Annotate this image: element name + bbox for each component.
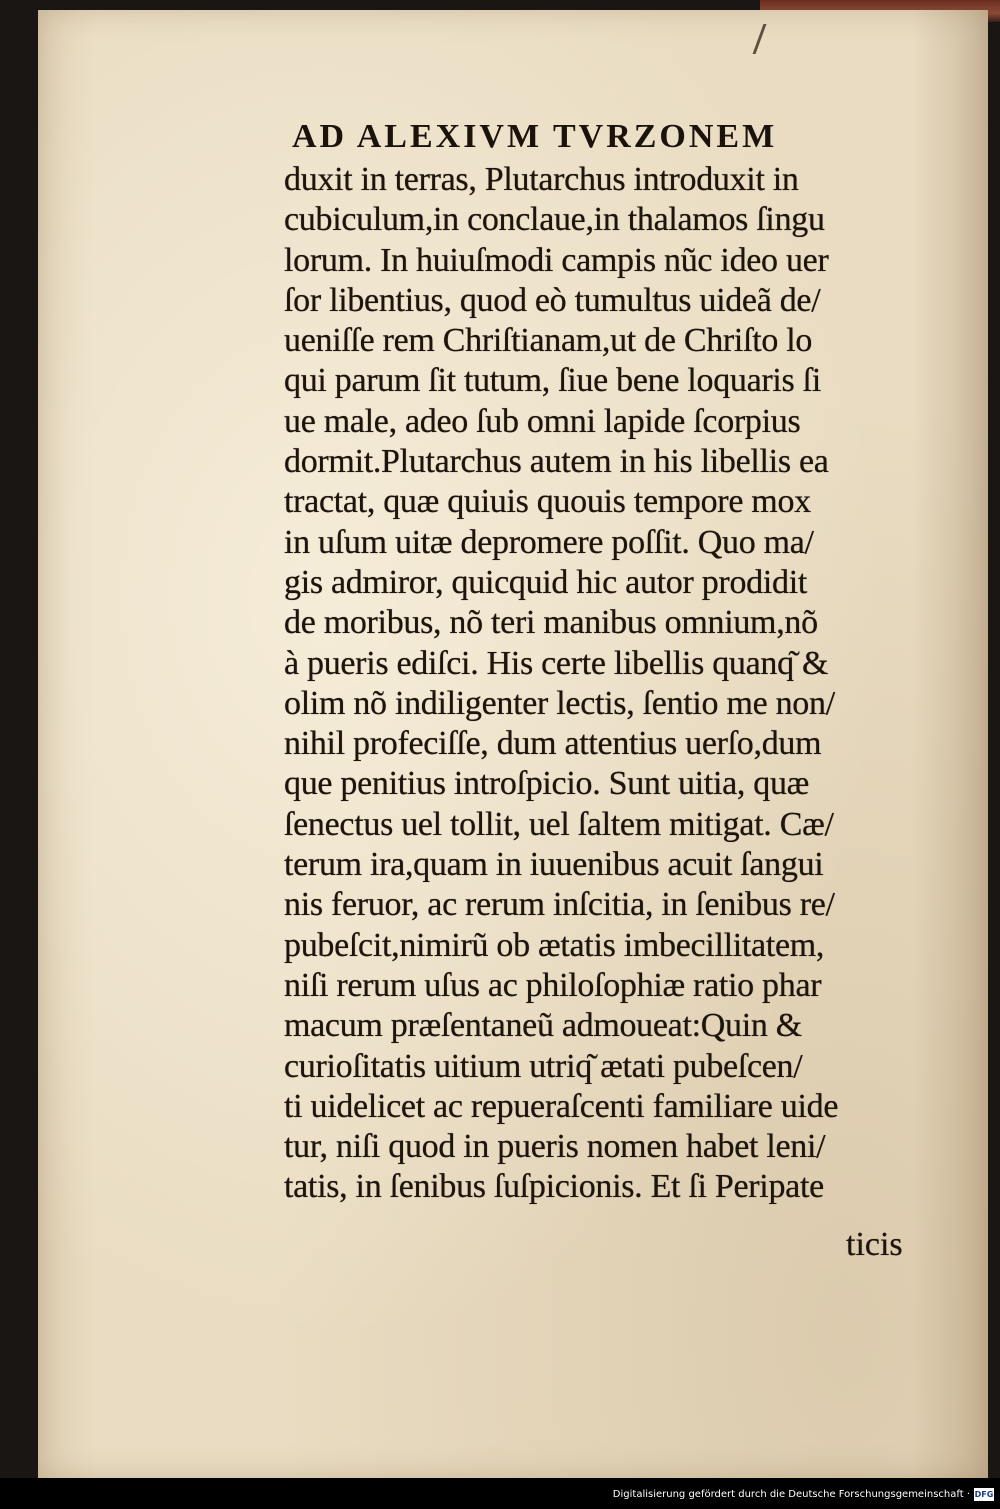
text-line: qui parum ſit tutum, ſiue bene loquaris ſi <box>284 362 821 400</box>
text-line: tatis, in ſenibus ſuſpicionis. Et ſi Peripate <box>284 1168 824 1206</box>
text-line: ſor libentius, quod eò tumultus uideã de/ <box>284 281 821 319</box>
text-line: de moribus, nõ teri manibus omnium,nõ <box>284 604 818 642</box>
text-line: à pueris ediſci. His certe libellis quanq͂ & <box>284 644 829 682</box>
text-line: nihil profeciſſe, dum attentius uerſo,dum <box>284 725 822 763</box>
text-line: duxit in terras, Plutarchus introduxit in <box>284 161 799 198</box>
text-line: ue male, adeo ſub omni lapide ſcorpius <box>284 402 801 440</box>
text-line: ueniſſe rem Chriſtianam,ut de Chriſto lo <box>284 322 813 360</box>
text-line: gis admiror, quicquid hic autor prodidit <box>284 563 807 601</box>
text-line: dormit.Plutarchus autem in his libellis ea <box>284 443 829 481</box>
text-line: macum præſentaneũ admoueat:Quin & <box>284 1007 802 1045</box>
ink-mark <box>753 24 793 54</box>
dfg-logo-icon: DFG <box>974 1490 994 1499</box>
text-line: cubiculum,in conclaue,in thalamos ſingu <box>284 201 825 239</box>
body-text <box>284 160 944 1208</box>
text-line: terum ira,quam in iuuenibus acuit ſangui <box>284 846 824 884</box>
text-line: ti uidelicet ac repueraſcenti familiare uide <box>284 1087 839 1125</box>
text-line: tractat, quæ quiuis quouis tempore mox <box>284 483 811 521</box>
text-line: pubeſcit,nimirũ ob ætatis imbecillitatem, <box>284 926 825 964</box>
footer-credit: Digitalisierung gefördert durch die Deutsche Forschungsgemeinschaft · <box>612 1489 970 1500</box>
running-head: AD ALEXIVM TVRZONEM <box>292 118 778 155</box>
catchword: ticis <box>846 1226 903 1263</box>
text-line: ſenectus uel tollit, uel ſaltem mitigat. Cæ/ <box>284 805 834 843</box>
text-line: curioſitatis uitium utriq͂ ætati pubeſcen/ <box>284 1047 803 1085</box>
text-line: niſi rerum uſus ac philoſophiæ ratio phar <box>284 966 822 1004</box>
text-line: tur, niſi quod in pueris nomen habet leni/ <box>284 1128 826 1166</box>
text-line: in uſum uitæ depromere poſſit. Quo ma/ <box>284 523 814 561</box>
text-line: lorum. In huiuſmodi campis nũc ideo uer <box>284 241 829 279</box>
text-line: olim nõ indiligenter lectis, ſentio me non/ <box>284 684 835 722</box>
text-line: que penitius introſpicio. Sunt uitia, quæ <box>284 765 810 803</box>
text-line: nis feruor, ac rerum inſcitia, in ſenibus re/ <box>284 886 835 924</box>
